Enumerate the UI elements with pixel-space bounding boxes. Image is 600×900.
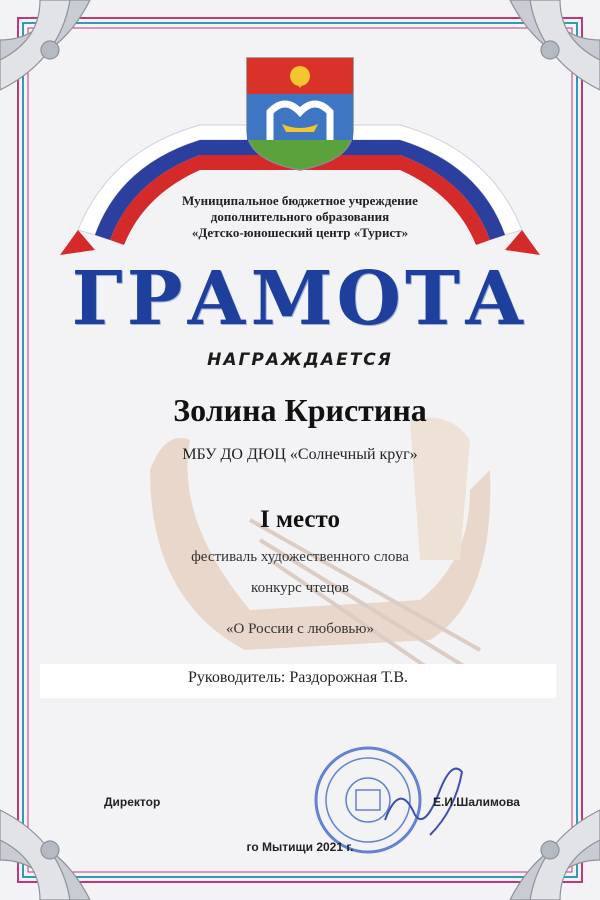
organization-name xyxy=(0,193,600,241)
silver-ribbon-corner-icon xyxy=(510,810,600,900)
mytishchi-coat-of-arms-icon xyxy=(247,58,353,170)
org-line-2: дополнительного образования xyxy=(210,209,390,224)
recipient-name: Золина Кристина xyxy=(173,392,427,428)
event-line-2: конкурс чтецов xyxy=(251,580,349,596)
silver-ribbon-corner-icon xyxy=(0,0,90,90)
city-year: го Мытищи 2021 г. xyxy=(246,840,354,854)
silver-ribbon-corner-icon xyxy=(510,0,600,90)
award-place: I место xyxy=(260,506,340,533)
certificate-title: ГРАМОТА xyxy=(71,256,529,342)
leader-name: Руководитель: Раздорожная Т.В. xyxy=(187,669,409,686)
event-line-1: фестиваль художественного слова xyxy=(191,549,409,565)
org-line-3: «Детско-юношеский центр «Турист» xyxy=(191,225,409,240)
org-line-1: Муниципальное бюджетное учреждение xyxy=(182,193,418,208)
director-name: Е.И.Шалимова xyxy=(433,795,520,809)
recipient-school: МБУ ДО ДЮЦ «Солнечный круг» xyxy=(182,446,418,463)
silver-ribbon-corner-icon xyxy=(0,810,90,900)
awarded-label: НАГРАЖДАЕТСЯ xyxy=(207,350,393,370)
director-position: Директор xyxy=(104,795,161,809)
event-line-3: «О России с любовью» xyxy=(226,621,374,637)
